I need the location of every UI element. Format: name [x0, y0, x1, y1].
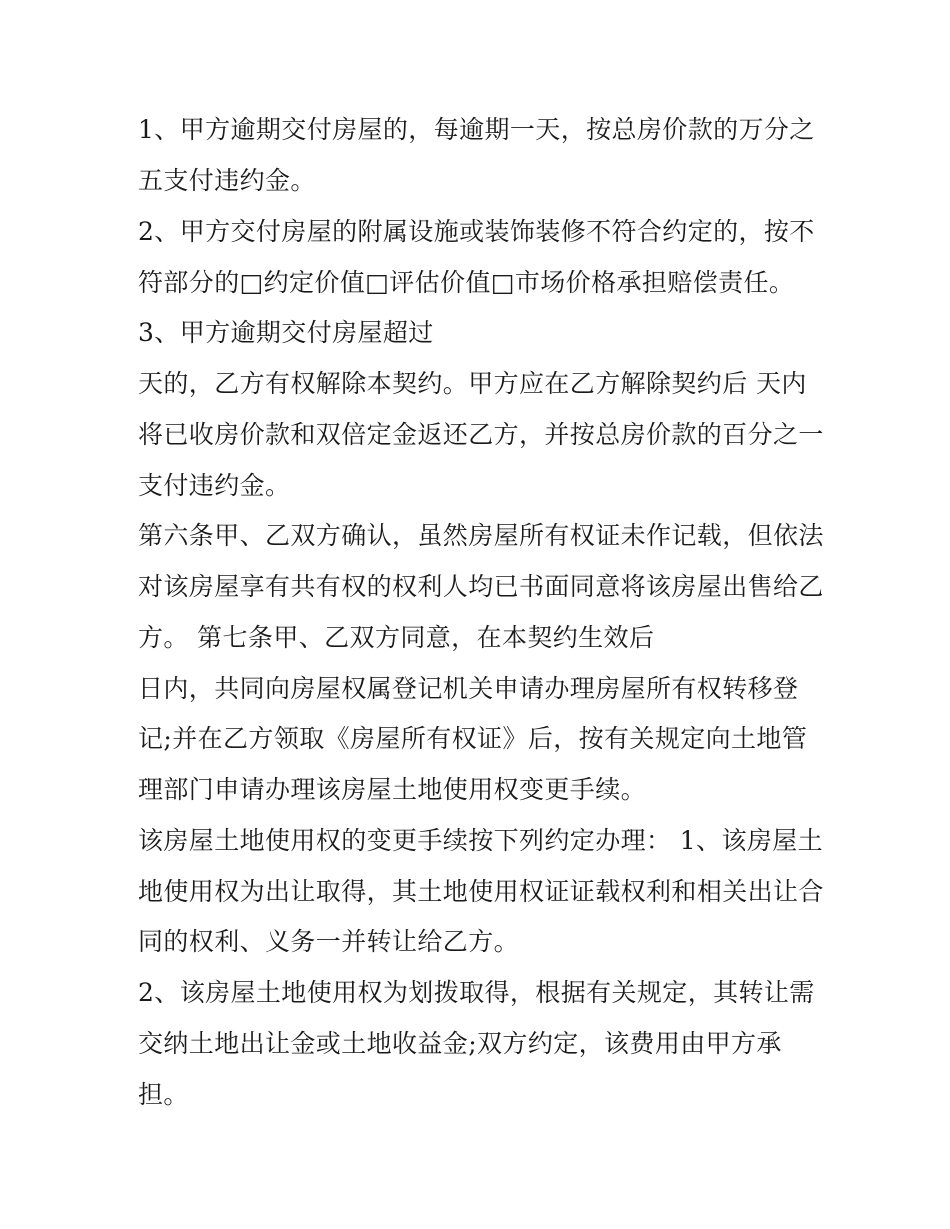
- text-line: 符部分的□约定价值□评估价值□市场价格承担赔偿责任。: [138, 268, 795, 297]
- text-line: 地使用权为出让取得，其土地使用权证证载权利和相关出让合: [138, 877, 824, 906]
- text-line: 担。: [138, 1080, 189, 1109]
- text-line: 天的，乙方有权解除本契约。甲方应在乙方解除契约后 天内: [138, 369, 807, 398]
- text-line: 支付违约金。: [138, 471, 291, 500]
- text-line: 1、甲方逾期交付房屋的，每逾期一天，按总房价款的万分之: [138, 115, 815, 144]
- text-line: 对该房屋享有共有权的权利人均已书面同意将该房屋出售给乙: [138, 572, 824, 601]
- text-line: 理部门申请办理该房屋土地使用权变更手续。: [138, 775, 647, 804]
- text-line: 2、甲方交付房屋的附属设施或装饰装修不符合约定的，按不: [138, 217, 815, 246]
- text-line: 五支付违约金。: [138, 166, 316, 195]
- text-line: 方。 第七条甲、乙双方同意，在本契约生效后: [138, 623, 655, 652]
- text-line: 日内，共同向房屋权属登记机关申请办理房屋所有权转移登: [138, 674, 799, 703]
- text-line: 3、甲方逾期交付房屋超过: [138, 318, 434, 347]
- text-line: 第六条甲、乙双方确认，虽然房屋所有权证未作记载，但依法: [138, 521, 824, 550]
- text-line: 同的权利、义务一并转让给乙方。: [138, 927, 520, 956]
- text-line: 将已收房价款和双倍定金返还乙方，并按总房价款的百分之一: [138, 420, 824, 449]
- text-line: 2、该房屋土地使用权为划拨取得，根据有关规定，其转让需: [138, 978, 815, 1007]
- text-line: 交纳土地出让金或土地收益金;双方约定，该费用由甲方承: [138, 1029, 782, 1058]
- text-line: 该房屋土地使用权的变更手续按下列约定办理： 1、该房屋土: [138, 826, 824, 855]
- text-line: 记;并在乙方领取《房屋所有权证》后，按有关规定向土地管: [138, 724, 808, 753]
